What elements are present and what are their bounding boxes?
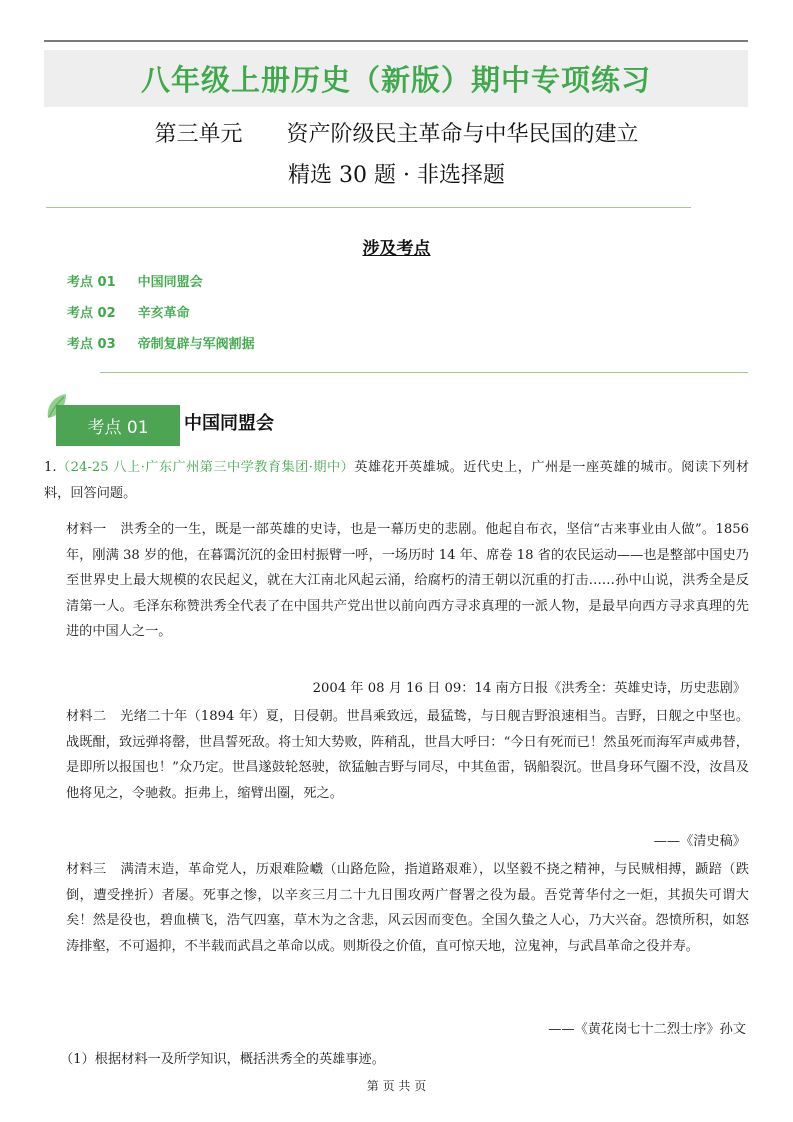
topic-item-01	[67, 271, 203, 290]
material-text: 光绪二十年（1894 年）夏，日侵朝。世昌乘致远，最猛鸷，与日舰吉野浪速相当。吉野，日舰之中坚也。战既酣，致远弹将罄，世昌誓死敌。将士知大势败，阵稍乱，世昌大呼曰：“今日有死而已！然虽死而海军声威弗替，是即所以报国也！”众乃定。世昌遂鼓轮怒驶，欲猛触吉野与同尽，中其鱼雷，锅船裂沉。世昌身环气圈不没，汝昌及他将见之，令驰救。拒弗上，缩臂出圈，死之。	[66, 709, 750, 801]
header-top-rule	[44, 40, 748, 42]
topics-divider	[100, 372, 748, 373]
material-text: 洪秀全的一生，既是一部英雄的史诗，也是一幕历史的悲剧。他起自布衣，坚信“古来事业由人做”。1856 年，刚满 38 岁的他，在暮霭沉沉的金田村振臂一呼，一场历时 14 年、席卷 18 省的农民运动——也是整部中国史乃至世界史上最大规模的农民起义，就在大江南北风起云涌，给腐朽的清王朝以沉重的打击……孙中山说，洪秀全是反清第一人。毛泽东称赞洪秀全代表了在中国共产党出世以前向西方寻求真理的一派人物，是最早向西方寻求真理的先进的中国人之一。	[66, 522, 750, 639]
material-label: 材料三	[66, 862, 107, 877]
topic-code: 考点 03	[67, 337, 116, 352]
material-label: 材料一	[66, 522, 107, 537]
topic-item-02	[67, 302, 190, 321]
material-2-citation: ——《清史稿》	[653, 834, 746, 849]
question-intro: 英雄花开英雄城。近代史上，广州是一座英雄的城市。阅读下列材料，回答问题。	[44, 460, 750, 501]
topic-name: 辛亥革命	[137, 306, 190, 321]
page-title: 八年级上册历史（新版）期中专项练习	[140, 63, 651, 97]
sub-question-1: （1）根据材料一及所学知识，概括洪秀全的英雄事迹。	[60, 1052, 385, 1067]
question-number: 1.	[44, 460, 57, 475]
topic-item-03	[67, 333, 255, 352]
topic-name: 帝制复辟与军阀割据	[137, 337, 255, 352]
material-text: 满清末造，革命党人，历艰难险巇（山路危险，指道路艰难），以坚毅不挠之精神，与民贼相搏，踬踣（跌倒，遭受挫折）者屡。死事之惨，以辛亥三月二十九日围攻两广督署之役为最。吾党菁华付之一炬，其损失可谓大矣！然是役也，碧血横飞，浩气四塞，草木为之含悲，风云因而变色。全国久蛰之人心，乃大兴奋。怨愤所积，如怒涛排壑，不可遏抑，不半载而武昌之革命以成。则斯役之价值，直可惊天地，泣鬼神，与武昌革命之役并寿。	[66, 862, 749, 954]
material-3	[66, 857, 749, 959]
selection-line: 精选 30 题 · 非选择题	[288, 163, 505, 188]
material-1	[66, 517, 749, 645]
title-band	[44, 50, 748, 107]
section-tab: 考点 01	[56, 405, 180, 446]
unit-line: 第三单元 资产阶级民主革命与中华民国的建立	[154, 122, 639, 147]
topic-name: 中国同盟会	[137, 275, 203, 290]
question-source: （24-25 八上·广东广州第三中学教育集团·期中）	[56, 460, 355, 475]
material-1-citation: 2004 年 08 月 16 日 09：14 南方日报《洪秀全：英雄史诗，历史悲剧》	[312, 681, 746, 696]
material-2	[66, 704, 749, 806]
material-3-citation: ——《黄花岗七十二烈士序》孙文	[548, 1022, 746, 1037]
header-divider	[46, 207, 691, 208]
question-1-stem	[44, 455, 749, 506]
topic-code: 考点 02	[67, 306, 116, 321]
section-title: 中国同盟会	[184, 413, 274, 434]
topics-heading: 涉及考点	[362, 239, 431, 259]
page-footer: 第 页 共 页	[366, 1079, 427, 1093]
topic-code: 考点 01	[67, 275, 116, 290]
material-label: 材料二	[66, 709, 107, 724]
